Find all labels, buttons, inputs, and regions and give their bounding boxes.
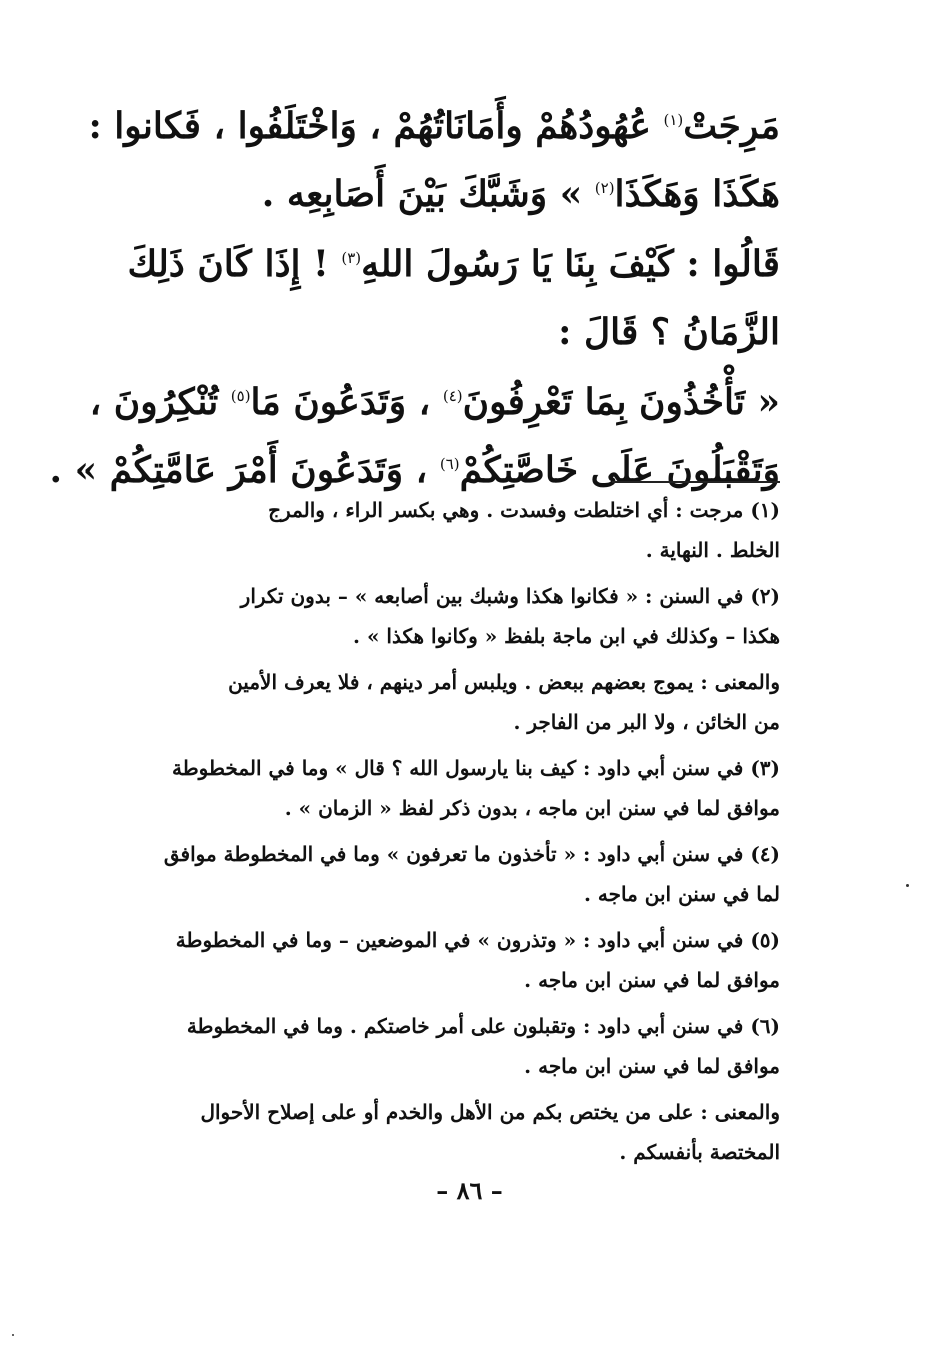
footnote-line: موافق لما في سنن ابن ماجه ، بدون ذكر لفظ « الزمان » . xyxy=(284,796,780,820)
footnote-line: (٤) في سنن أبي داود : « تأخذون ما تعرفون » وما في المخطوطة موافق xyxy=(163,842,780,866)
footnote-line: والمعنى : على من يختص بكم من الأهل والخدم أو على إصلاح الأحوال xyxy=(200,1100,780,1124)
text-span: مَرِجَتْ xyxy=(683,105,780,147)
footnote-line: والمعنى : يموج بعضهم ببعض . ويلبس أمر دينهم ، فلا يعرف الأمين xyxy=(228,670,780,694)
footnote-5 xyxy=(112,920,780,1000)
footnote-ref: (٣) xyxy=(341,249,362,267)
text-span: عُهُودُهُمْ وأَمَانَاتُهُمْ ، وَاخْتَلَفُوا ، فَكانوا : xyxy=(88,105,651,147)
page-number: – ٨٦ – xyxy=(436,1176,503,1205)
footnote-6 xyxy=(112,1006,780,1086)
text-span: هَكَذَا وَهَكَذَا xyxy=(614,173,780,215)
footnote-line: هكذا – وكذلك في ابن ماجة بلفظ « وكانوا هكذا » . xyxy=(353,624,780,648)
footnote-line: (٥) في سنن أبي داود : « وتذرون » في الموضعين – وما في المخطوطة xyxy=(175,928,780,952)
scan-speck xyxy=(12,1334,14,1336)
footnote-2 xyxy=(112,576,780,656)
footnote-separator xyxy=(612,481,780,483)
footnote-ref: (٤) xyxy=(442,387,463,405)
footnote-note-1 xyxy=(112,662,780,742)
footnote-line: المختصة بأنفسكم . xyxy=(619,1140,780,1164)
footnote-line: من الخائن ، ولا البر من الفاجر . xyxy=(513,710,780,734)
footnote-line: (١) مرجت : أي اختلطت وفسدت . وهي بكسر الراء ، والمرج xyxy=(268,498,780,522)
text-span: ! إِذَا كَانَ ذَلِكَ xyxy=(127,243,329,285)
footnote-note-2 xyxy=(112,1092,780,1172)
footnotes-section xyxy=(112,490,780,1178)
hadith-line xyxy=(112,298,780,366)
footnote-line: موافق لما في سنن ابن ماجه . xyxy=(524,1054,780,1078)
scan-speck xyxy=(906,884,909,887)
footnote-ref: (٦) xyxy=(439,455,460,473)
hadith-line xyxy=(112,230,780,298)
text-span: ، وَتَدَعُونَ مَا xyxy=(250,381,431,423)
text-span: وَتَقْبَلُونَ عَلَى خَاصَّتِكُمْ xyxy=(459,449,780,491)
footnote-ref: (١) xyxy=(663,111,684,129)
hadith-line xyxy=(89,368,780,436)
footnote-line: موافق لما في سنن ابن ماجه . xyxy=(524,968,780,992)
footnote-line: (٦) في سنن أبي داود : وتقبلون على أمر خاصتكم . وما في المخطوطة xyxy=(186,1014,780,1038)
hadith-line xyxy=(112,160,780,228)
hadith-text xyxy=(49,92,780,504)
text-span: « تَأْخُذُونَ بِمَا تَعْرِفُونَ xyxy=(462,381,780,423)
footnote-line: (٣) في سنن أبي داود : كيف بنا يارسول الله ؟ قال » وما في المخطوطة xyxy=(172,756,780,780)
hadith-line xyxy=(88,92,780,160)
footnote-1 xyxy=(112,490,780,570)
text-span: تُنْكِرُونَ ، xyxy=(89,381,219,423)
footnote-line: (٢) في السنن : « فكانوا هكذا وشبك بين أصابعه » – بدون تكرار xyxy=(240,584,780,608)
text-span: الزَّمَانُ ؟ قَالَ : xyxy=(558,311,780,353)
text-span: ، وَتَدَعُونَ أَمْرَ عَامَّتِكُمْ » . xyxy=(49,449,428,491)
text-span: قَالُوا : كَيْفَ بِنَا يَا رَسُولَ اللهِ xyxy=(361,243,780,285)
footnote-3 xyxy=(112,748,780,828)
footnote-line: الخلط . النهاية . xyxy=(645,538,780,562)
footnote-ref: (٥) xyxy=(230,387,251,405)
footnote-line: لما في سنن ابن ماجه . xyxy=(583,882,780,906)
text-span: » وَشَبَّكَ بَيْنَ أَصَابِعِه . xyxy=(261,173,583,215)
footnote-ref: (٢) xyxy=(594,179,615,197)
footnote-4 xyxy=(112,834,780,914)
